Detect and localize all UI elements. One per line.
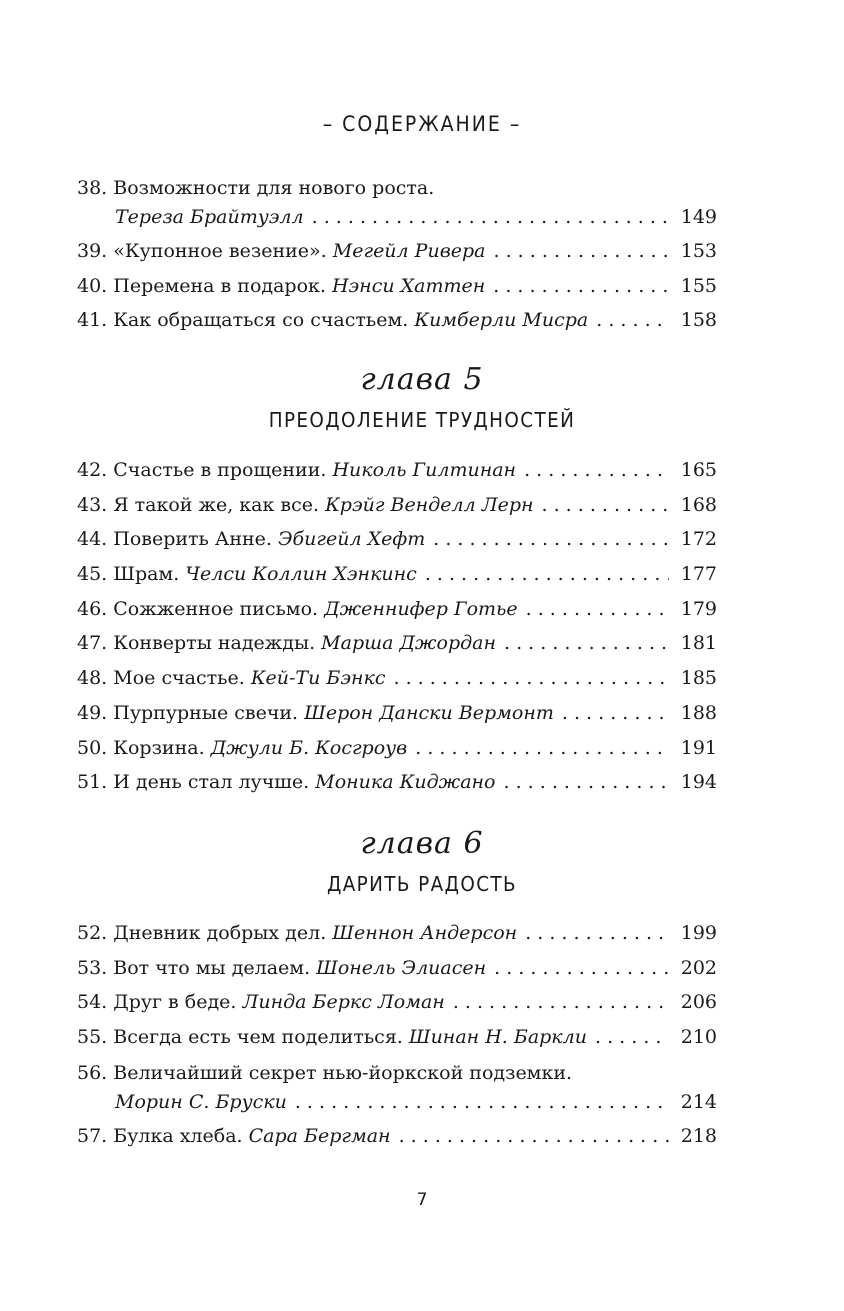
entry-number: 42. (77, 459, 108, 481)
entry-title: Перемена в подарок. (113, 274, 326, 297)
toc-entry[interactable] (77, 951, 717, 986)
entry-page: 194 (680, 771, 717, 794)
entry-title: Мое счастье. (113, 667, 245, 690)
entry-page: 214 (680, 1090, 717, 1113)
entry-title: Я такой же, как все. (113, 493, 320, 516)
entry-number: 57. (77, 1124, 108, 1147)
entry-author: Эбигейл Хефт (277, 528, 426, 551)
entry-title: Дневник добрых дел. (113, 922, 327, 944)
dot-leader (596, 303, 669, 338)
entry-page: 153 (680, 240, 717, 262)
toc-entry[interactable] (77, 592, 717, 627)
entry-author: Тереза Брайтуэлл (115, 206, 304, 228)
entry-author: Сара Бергман (248, 1124, 391, 1147)
dot-leader (415, 731, 669, 766)
entry-title: Корзина. (113, 736, 205, 759)
entry-page: 181 (680, 632, 717, 655)
toc-entry[interactable] (77, 234, 717, 269)
dot-leader (542, 488, 670, 523)
dot-leader (526, 592, 669, 627)
entry-page: 177 (680, 563, 717, 586)
toc-entry[interactable] (77, 303, 717, 338)
entry-title: Величайший секрет нью-йоркской подземки. (113, 1061, 573, 1084)
entry-number: 45. (77, 563, 108, 586)
entry-title: Поверить Анне. (113, 528, 272, 551)
dot-leader (295, 1085, 669, 1120)
dot-leader (399, 1119, 669, 1154)
entry-title: Друг в беде. (113, 991, 237, 1014)
entry-author: Челси Коллин Хэнкинс (185, 563, 417, 586)
toc-entry[interactable] (77, 765, 717, 800)
toc-entry[interactable] (77, 731, 717, 766)
toc-entry[interactable] (77, 557, 717, 592)
toc-section-1 (77, 176, 717, 338)
toc-entry[interactable] (77, 522, 717, 557)
toc-chapter-5 (77, 453, 717, 800)
dot-leader (453, 985, 669, 1020)
entry-author: Кей-Ти Бэнкс (250, 667, 386, 690)
dot-leader (524, 453, 669, 488)
entry-author: Шонель Элиасен (316, 956, 487, 979)
toc-entry[interactable] (77, 1119, 717, 1154)
toc-entry[interactable] (77, 985, 717, 1020)
entry-author: Николь Гилтинан (332, 459, 517, 481)
toc-entry[interactable] (77, 453, 717, 488)
entry-author: Моника Киджано (315, 771, 496, 794)
entry-number: 47. (77, 632, 108, 655)
dot-leader (433, 522, 669, 557)
entry-number: 41. (77, 309, 108, 332)
entry-author: Морин С. Бруски (115, 1090, 287, 1113)
entry-title: Как обращаться со счастьем. (113, 309, 409, 332)
entry-page: 191 (680, 736, 717, 759)
entry-number: 52. (77, 922, 108, 944)
entry-number: 51. (77, 771, 108, 794)
entry-author: Джули Б. Косгроув (210, 736, 408, 759)
entry-author: Нэнси Хаттен (331, 274, 486, 297)
toc-entry[interactable] (77, 176, 717, 234)
entry-title: «Купонное везение». (113, 240, 327, 262)
chapter-5-title: ПРЕОДОЛЕНИЕ ТРУДНОСТЕЙ (268, 408, 576, 432)
entry-number: 44. (77, 528, 108, 551)
dot-leader (312, 200, 669, 235)
page-number: 7 (416, 1190, 428, 1210)
dot-leader (494, 951, 669, 986)
entry-author: Мегейл Ривера (332, 240, 486, 262)
dot-leader (525, 916, 669, 951)
entry-page: 149 (680, 206, 717, 228)
entry-title: Всегда есть чем поделиться. (113, 1026, 403, 1049)
entry-title: Конверты надежды. (113, 632, 316, 655)
entry-page: 179 (680, 597, 717, 620)
entry-page: 202 (680, 956, 717, 979)
entry-page: 218 (680, 1124, 717, 1147)
dot-leader (494, 234, 670, 269)
toc-entry[interactable] (77, 661, 717, 696)
contents-heading: – СОДЕРЖАНИЕ – (322, 112, 522, 136)
entry-number: 48. (77, 667, 108, 690)
dot-leader (493, 269, 669, 304)
entry-number: 49. (77, 701, 108, 724)
dot-leader (393, 661, 669, 696)
entry-number: 55. (77, 1026, 108, 1049)
toc-entry[interactable] (77, 488, 717, 523)
chapter-6-number: глава 6 (360, 826, 484, 861)
entry-number: 53. (77, 956, 108, 979)
entry-title: Булка хлеба. (113, 1124, 243, 1147)
entry-page: 185 (680, 667, 717, 690)
toc-entry[interactable] (77, 916, 717, 951)
entry-page: 172 (680, 528, 717, 551)
dot-leader (562, 696, 669, 731)
entry-title: Сожженное письмо. (113, 597, 319, 620)
entry-page: 155 (680, 274, 717, 297)
entry-author: Линда Беркс Ломан (242, 991, 445, 1014)
entry-page: 199 (680, 922, 717, 944)
entry-page: 165 (680, 459, 717, 481)
entry-number: 39. (77, 240, 108, 262)
entry-title: Счастье в прощении. (113, 459, 327, 481)
dot-leader (425, 557, 669, 592)
toc-entry[interactable] (77, 696, 717, 731)
entry-author: Шеннон Андерсон (332, 922, 518, 944)
dot-leader (595, 1020, 669, 1055)
toc-entry[interactable] (77, 269, 717, 304)
dot-leader (504, 765, 670, 800)
entry-title: И день стал лучше. (113, 771, 310, 794)
toc-chapter-6 (77, 916, 717, 1153)
entry-author: Шинан Н. Баркли (408, 1026, 587, 1049)
entry-number: 56. (77, 1061, 108, 1084)
entry-author: Марша Джордан (321, 632, 497, 655)
entry-page: 210 (680, 1026, 717, 1049)
entry-author: Крэйг Венделл Лерн (325, 493, 534, 516)
entry-page: 158 (680, 309, 717, 332)
entry-number: 40. (77, 274, 108, 297)
entry-number: 50. (77, 736, 108, 759)
toc-entry[interactable] (77, 1061, 717, 1119)
entry-number: 46. (77, 597, 108, 620)
entry-page: 188 (680, 701, 717, 724)
entry-number: 54. (77, 991, 108, 1014)
chapter-5-number: глава 5 (360, 362, 484, 397)
entry-number: 38. (77, 177, 108, 199)
entry-page: 206 (680, 991, 717, 1014)
entry-title: Возможности для нового роста. (113, 177, 435, 199)
dot-leader (504, 626, 669, 661)
chapter-6-title: ДАРИТЬ РАДОСТЬ (326, 872, 518, 896)
entry-author: Кимберли Мисра (414, 309, 589, 332)
entry-title: Шрам. (113, 563, 180, 586)
entry-title: Вот что мы делаем. (113, 956, 311, 979)
entry-title: Пурпурные свечи. (113, 701, 299, 724)
entry-number: 43. (77, 493, 108, 516)
toc-entry[interactable] (77, 626, 717, 661)
entry-author: Дженнифер Готье (324, 597, 518, 620)
entry-author: Шерон Дански Вермонт (304, 701, 554, 724)
entry-page: 168 (680, 493, 717, 516)
toc-entry[interactable] (77, 1020, 717, 1055)
